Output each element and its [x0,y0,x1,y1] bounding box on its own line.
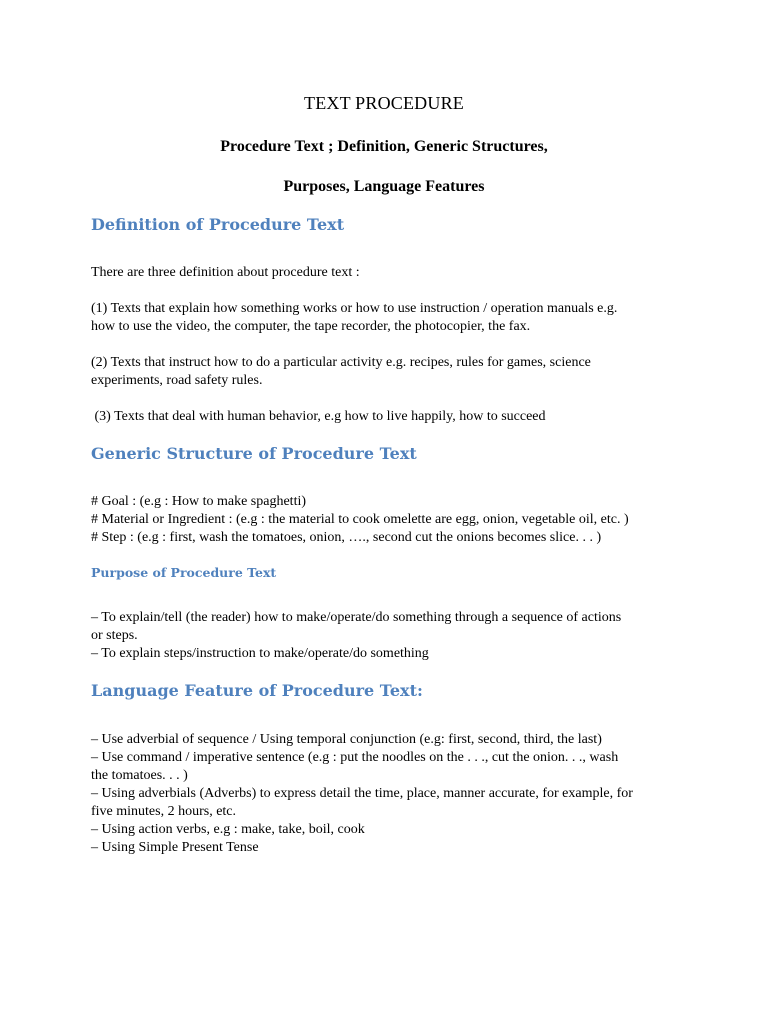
definition-item-1-line-2: how to use the video, the computer, the tape recorder, the photocopier, the fax. [91,319,531,334]
purpose-item-1-line-1: – To explain/tell (the reader) how to make/operate/do something through a sequence of actions [91,610,622,625]
language-line-5: five minutes, 2 hours, etc. [91,804,237,819]
definition-item-3-line: (3) Texts that deal with human behavior, e.g how to live happily, how to succeed [91,409,546,424]
definition-item-3 [91,408,681,426]
definition-item-1-line-1: (1) Texts that explain how something works or how to use instruction / operation manuals e.g. [91,301,618,316]
structure-material: # Material or Ingredient : (e.g : the material to cook omelette are egg, onion, vegetable oil, etc. ) [91,512,629,527]
language-list [91,731,681,857]
document-title: TEXT PROCEDURE [304,93,464,113]
purpose-heading: Purpose of Procedure Text [91,565,277,580]
language-line-2: – Use command / imperative sentence (e.g : put the noodles on the . . ., cut the onion. . ., wash [91,750,619,765]
structure-heading: Generic Structure of Procedure Text [91,444,417,463]
definition-item-2-line-2: experiments, road safety rules. [91,373,263,388]
language-line-4: – Using adverbials (Adverbs) to express detail the time, place, manner accurate, for example, for [91,786,633,801]
definition-item-2 [91,354,681,390]
document-subtitle-line-1: Procedure Text ; Definition, Generic Structures, [220,138,548,155]
language-line-3: the tomatoes. . . ) [91,768,188,783]
definition-heading: Definition of Procedure Text [91,215,345,234]
purpose-list [91,609,681,663]
structure-list [91,493,681,547]
document-subtitle-line-2: Purposes, Language Features [283,178,485,195]
purpose-item-2: – To explain steps/instruction to make/operate/do something [91,646,429,661]
language-line-7: – Using Simple Present Tense [91,840,259,855]
purpose-item-1-line-2: or steps. [91,628,138,643]
definition-intro: There are three definition about procedure text : [91,265,360,280]
definition-item-1 [91,300,681,336]
structure-goal: # Goal : (e.g : How to make spaghetti) [91,494,307,509]
language-heading: Language Feature of Procedure Text: [91,681,423,700]
language-line-1: – Use adverbial of sequence / Using temporal conjunction (e.g: first, second, third, the last) [91,732,602,747]
language-line-6: – Using action verbs, e.g : make, take, boil, cook [91,822,365,837]
definition-item-2-line-1: (2) Texts that instruct how to do a particular activity e.g. recipes, rules for games, science [91,355,591,370]
structure-step: # Step : (e.g : first, wash the tomatoes, onion, …., second cut the onions becomes slice. . . ) [91,530,602,545]
